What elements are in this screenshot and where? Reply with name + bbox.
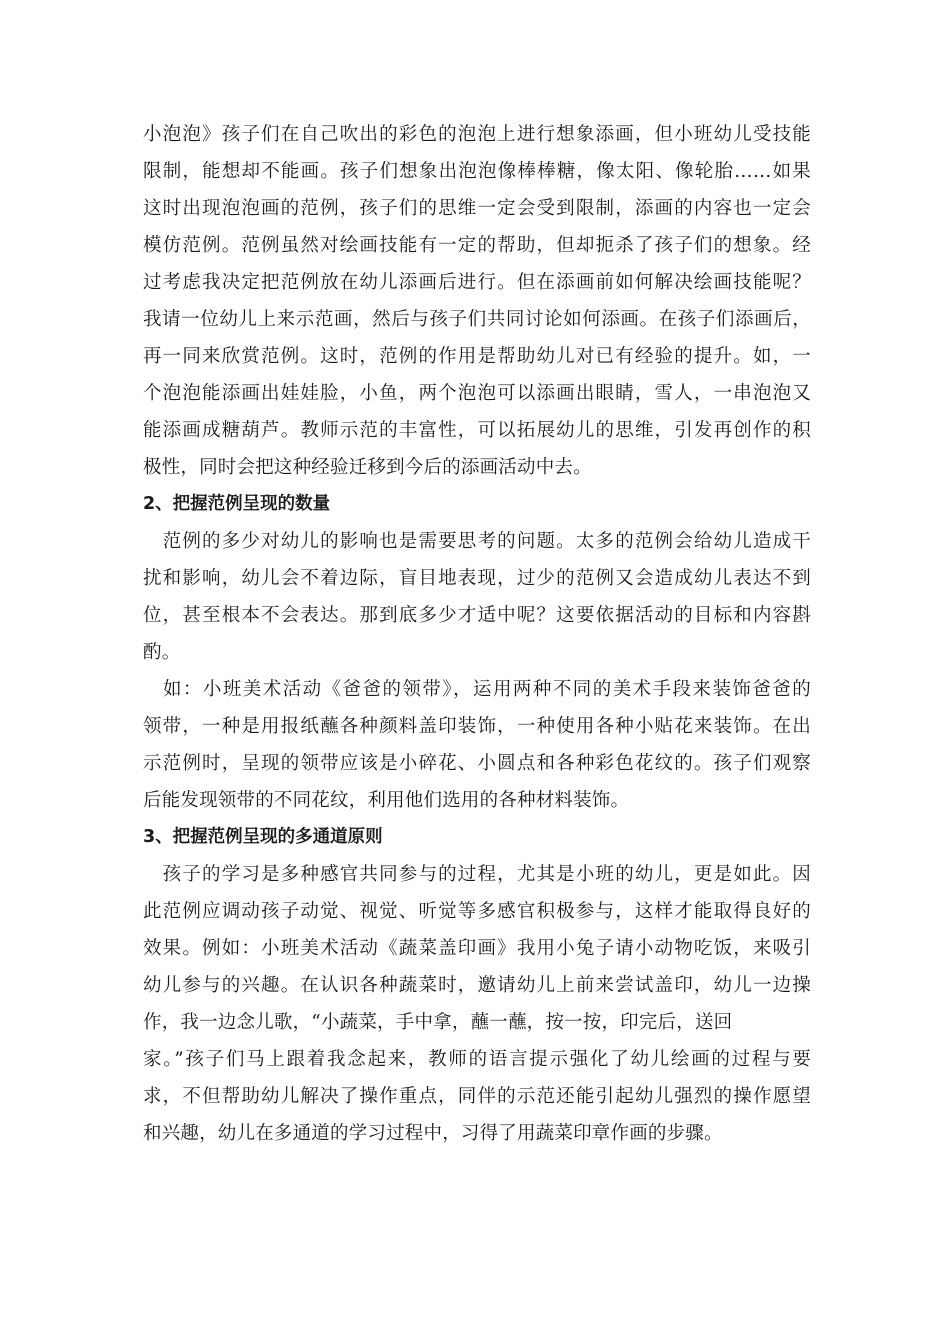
text-line: 位，甚至根本不会表达。那到底多少才适中呢？这要依据活动的目标和内容斟 [143, 605, 811, 626]
text-line: 此范例应调动孩子动觉、视觉、听觉等多感官积极参与，这样才能取得良好的 [143, 901, 811, 922]
text-line: 扰和影响，幼儿会不着边际，盲目地表现，过少的范例又会造成幼儿表达不到 [143, 568, 811, 589]
document-body [143, 116, 811, 1152]
text-line: 孩子的学习是多种感官共同参与的过程，尤其是小班的幼儿，更是如此。因 [143, 864, 811, 885]
section-heading-quantity: 2、把握范例呈现的数量 [143, 494, 331, 514]
text-line: 模仿范例。范例虽然对绘画技能有一定的帮助，但却扼杀了孩子们的想象。经 [143, 235, 811, 256]
text-line: 这时出现泡泡画的范例，孩子们的思维一定会受到限制，添画的内容也一定会 [143, 198, 811, 219]
text-line: 家。”孩子们马上跟着我念起来，教师的语言提示强化了幼儿绘画的过程与要 [143, 1049, 811, 1070]
paragraph-tie-example [143, 671, 811, 819]
paragraph-multichannel [143, 856, 811, 1152]
section-heading-multichannel: 3、把握范例呈现的多通道原则 [143, 827, 383, 847]
text-line: 我请一位幼儿上来示范画，然后与孩子们共同讨论如何添画。在孩子们添画后， [143, 309, 811, 330]
text-line: 幼儿参与的兴趣。在认识各种蔬菜时，邀请幼儿上前来尝试盖印，幼儿一边操 [143, 975, 811, 996]
text-line: 范例的多少对幼儿的影响也是需要思考的问题。太多的范例会给幼儿造成干 [143, 531, 811, 552]
text-line: 限制，能想却不能画。孩子们想象出泡泡像棒棒糖，像太阳、像轮胎……如果 [143, 161, 811, 182]
text-line: 示范例时，呈现的领带应该是小碎花、小圆点和各种彩色花纹的。孩子们观察 [143, 753, 811, 774]
text-line: 领带，一种是用报纸蘸各种颜料盖印装饰，一种使用各种小贴花来装饰。在出 [143, 716, 811, 737]
text-line: 能添画成糖葫芦。教师示范的丰富性，可以拓展幼儿的思维，引发再创作的积 [143, 420, 811, 441]
text-line: 再一同来欣赏范例。这时，范例的作用是帮助幼儿对已有经验的提升。如，一 [143, 346, 811, 367]
text-line: 极性，同时会把这种经验迁移到今后的添画活动中去。 [143, 457, 592, 478]
text-line: 效果。例如：小班美术活动《蔬菜盖印画》我用小兔子请小动物吃饭，来吸引 [143, 938, 811, 959]
text-line: 过考虑我决定把范例放在幼儿添画后进行。但在添画前如何解决绘画技能呢？ [143, 272, 811, 293]
text-line: 酌。 [143, 642, 181, 663]
text-line: 个泡泡能添画出娃娃脸，小鱼，两个泡泡可以添画出眼睛，雪人，一串泡泡又 [143, 383, 811, 404]
text-line: 如：小班美术活动《爸爸的领带》，运用两种不同的美术手段来装饰爸爸的 [143, 679, 811, 700]
text-line: 后能发现领带的不同花纹，利用他们选用的各种材料装饰。 [143, 790, 630, 811]
text-line: 小泡泡》孩子们在自己吹出的彩色的泡泡上进行想象添画，但小班幼儿受技能 [143, 124, 811, 145]
text-line: 作，我一边念儿歌，“小蔬菜，手中拿，蘸一蘸，按一按，印完后，送回 [143, 1012, 733, 1033]
paragraph-quantity [143, 523, 811, 671]
paragraph-bubble-painting [143, 116, 811, 486]
text-line: 和兴趣，幼儿在多通道的学习过程中，习得了用蔬菜印章作画的步骤。 [143, 1123, 723, 1144]
text-line: 求，不但帮助幼儿解决了操作重点，同伴的示范还能引起幼儿强烈的操作愿望 [143, 1086, 811, 1107]
